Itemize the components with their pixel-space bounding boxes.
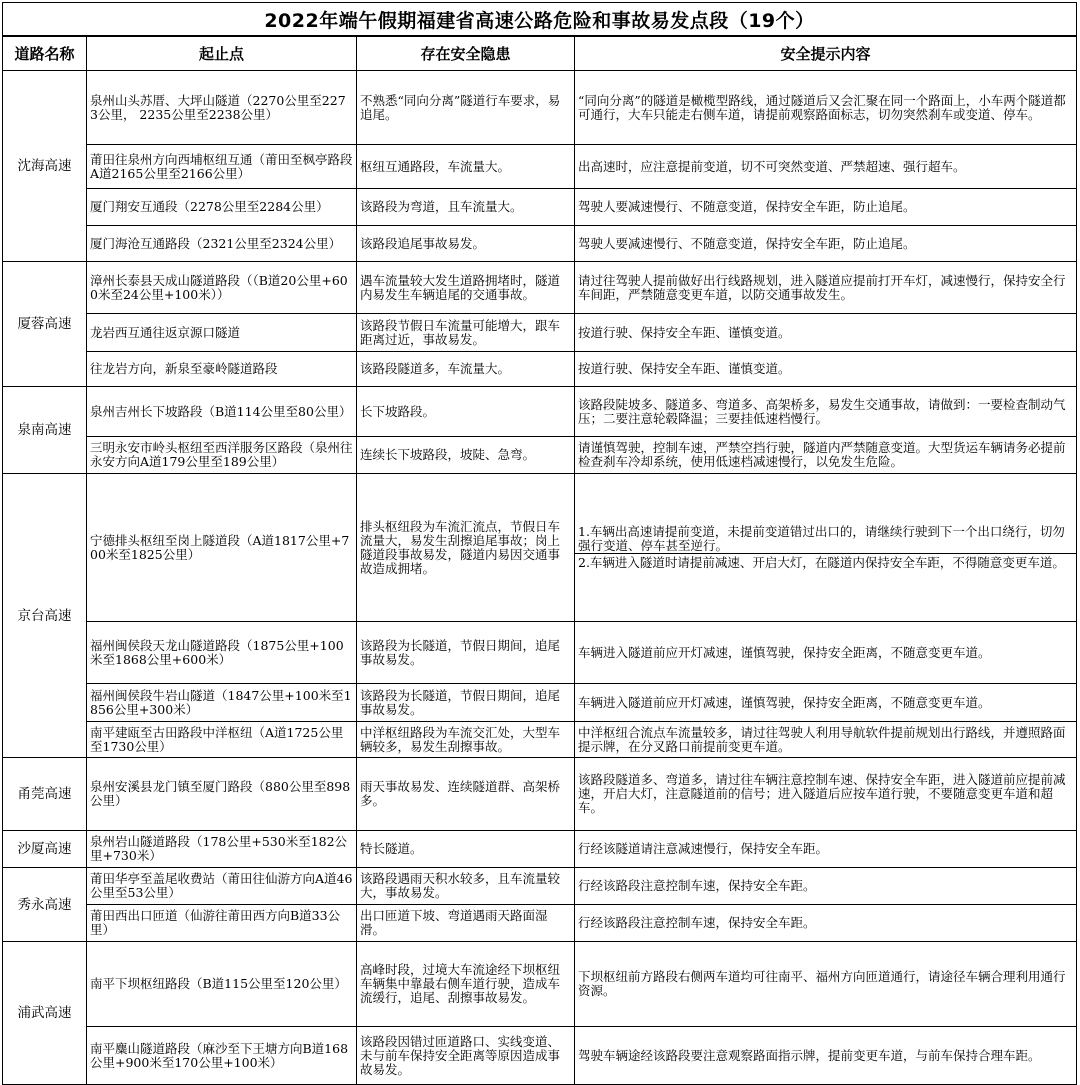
tip-cell <box>575 226 1077 262</box>
hazard-cell <box>357 314 575 352</box>
segment-cell <box>87 831 357 868</box>
tip-text: 请谨慎驾驶，控制车速，严禁空挡行驶，隧道内严禁随意变道。大型货运车辆请务必提前检查刹车冷却系统，使用低速档减速慢行，以免发生危险。 <box>578 441 1066 469</box>
hazard-text: 长下坡路段。 <box>360 404 436 419</box>
table-row <box>3 1027 1077 1085</box>
tip-text: “同向分离”的隧道是橄榄型路线，通过隧道后又会汇聚在同一个路面上，小车两个隧道都可通行，大车只能走右侧车道，请提前观察路面标志，切勿突然刹车或变道、停车。 <box>578 93 1066 122</box>
tip-text: 出高速时，应注意提前变道，切不可突然变道、严禁超速、强行超车。 <box>578 159 966 174</box>
hazard-text: 该路段隧道多，车流量大。 <box>360 362 511 376</box>
segment-text: 莆田西出口匝道（仙游往莆田西方向B道33公里） <box>90 909 341 937</box>
table-row <box>3 905 1077 942</box>
tip-cell <box>575 145 1077 189</box>
header-row <box>3 37 1077 71</box>
segment-text: 龙岩西互通往返京源口隧道 <box>90 325 241 340</box>
tip-cell <box>575 905 1077 942</box>
segment-text: 三明永安市岭头枢纽至西洋服务区路段（泉州往永安方向A道179公里至189公里） <box>90 441 353 469</box>
segment-text: 莆田往泉州方向西埔枢纽互通（莆田至枫亭路段A道2165公里至2166公里） <box>90 152 353 181</box>
table-row <box>3 868 1077 905</box>
tip-cell <box>575 684 1077 722</box>
segment-cell <box>87 942 357 1027</box>
tip-cell <box>575 722 1077 758</box>
tip-text: 驾驶人要减速慢行、不随意变道，保持安全车距，防止追尾。 <box>578 200 916 214</box>
segment-cell <box>87 868 357 905</box>
hazard-text: 不熟悉“同向分离”隧道行车要求，易追尾。 <box>360 93 561 122</box>
hazard-text: 该路段追尾事故易发。 <box>360 236 486 251</box>
table-row <box>3 262 1077 314</box>
hazard-cell <box>357 1027 575 1085</box>
segment-text: 南平下坝枢纽路段（B道115公里至120公里） <box>90 977 347 991</box>
segment-cell <box>87 145 357 189</box>
hazard-text: 该路段遇雨天积水较多，且车流量较大，事故易发。 <box>360 872 561 900</box>
header-segment: 起止点 <box>87 37 357 71</box>
hazard-cell <box>357 942 575 1027</box>
hazard-cell <box>357 622 575 684</box>
table-row <box>3 831 1077 868</box>
hazard-cell <box>357 684 575 722</box>
hazard-cell <box>357 71 575 145</box>
tip-text: 行经该路段注意控制车速，保持安全车距。 <box>578 916 816 930</box>
table-row <box>3 145 1077 189</box>
segment-text: 厦门翔安互通段（2278公里至2284公里） <box>90 200 329 214</box>
segment-cell <box>87 1027 357 1085</box>
page-title: 2022年端午假期福建省高速公路危险和事故易发点段（19个） <box>2 2 1077 36</box>
segment-cell <box>87 262 357 314</box>
tip-cell <box>575 387 1077 437</box>
segment-cell <box>87 314 357 352</box>
table-row <box>3 758 1077 831</box>
header-road: 道路名称 <box>3 37 87 71</box>
table-row <box>3 226 1077 262</box>
road-name-cell: 秀永高速 <box>3 868 87 942</box>
hazard-cell <box>357 758 575 831</box>
segment-text: 泉州山头苏厝、大坪山隧道（2270公里至2273公里， 2235公里至2238公里） <box>90 93 346 122</box>
hazard-text: 排头枢纽段为车流汇流点，节假日车流量大，易发生刮擦追尾事故；岗上隧道段事故易发，隧道内易因交通事故造成拥堵。 <box>360 519 561 576</box>
segment-text: 福州闽侯段天龙山隧道路段（1875公里+100米至1868公里+600米） <box>90 638 344 667</box>
segment-cell <box>87 226 357 262</box>
tip-cell <box>575 474 1077 622</box>
hazard-cell <box>357 189 575 226</box>
table-row <box>3 722 1077 758</box>
tip-line: 1.车辆出高速请提前变道，未提前变道错过出口的，请继续行驶到下一个出口绕行，切勿强行变道、停车甚至逆行。 <box>578 524 1065 553</box>
table-row <box>3 942 1077 1027</box>
tip-line: 2.车辆进入隧道时请提前减速、开启大灯，在隧道内保持安全车距，不得随意变更车道。 <box>575 553 1076 570</box>
tip-cell <box>575 71 1077 145</box>
segment-cell <box>87 189 357 226</box>
hazard-text: 该路段因错过匝道路口、实线变道、未与前车保持安全距离等原因造成事故易发。 <box>360 1034 561 1077</box>
tip-cell <box>575 622 1077 684</box>
segment-cell <box>87 905 357 942</box>
tip-cell <box>575 262 1077 314</box>
tip-text: 按道行驶、保持安全车距、谨慎变道。 <box>578 362 791 376</box>
table-row <box>3 437 1077 474</box>
tip-cell <box>575 942 1077 1027</box>
hazard-table <box>2 36 1077 1085</box>
hazard-cell <box>357 387 575 437</box>
tip-text: 驾驶人要减速慢行、不随意变道，保持安全车距，防止追尾。 <box>578 236 916 251</box>
segment-cell <box>87 437 357 474</box>
hazard-text: 该路段为长隧道，节假日期间，追尾事故易发。 <box>360 638 561 667</box>
segment-text: 厦门海沧互通路段（2321公里至2324公里） <box>90 236 342 251</box>
road-name-cell: 京台高速 <box>3 474 87 758</box>
hazard-cell <box>357 905 575 942</box>
segment-text: 泉州吉州长下坡路段（B道114公里至80公里） <box>90 404 352 419</box>
hazard-cell <box>357 262 575 314</box>
segment-cell <box>87 387 357 437</box>
tip-text: 车辆进入隧道前应开灯减速，谨慎驾驶，保持安全距离，不随意变更车道。 <box>578 695 991 710</box>
hazard-cell <box>357 145 575 189</box>
segment-text: 南平建瓯至古田路段中洋枢纽（A道1725公里至1730公里） <box>90 725 344 754</box>
tip-text: 中洋枢纽合流点车流量较多，请过往驾驶人利用导航软件提前规划出行路线，并遵照路面提示牌，在分叉路口前提前变更车道。 <box>578 725 1066 754</box>
table-row <box>3 314 1077 352</box>
table-row <box>3 474 1077 622</box>
road-name-cell: 厦蓉高速 <box>3 262 87 387</box>
tip-cell <box>575 314 1077 352</box>
tip-cell <box>575 352 1077 387</box>
tip-text: 行经该隧道请注意减速慢行，保持安全车距。 <box>578 842 829 856</box>
hazard-text: 特长隧道。 <box>360 842 423 856</box>
road-name-cell: 沈海高速 <box>3 71 87 262</box>
table-body <box>3 71 1077 1085</box>
segment-text: 宁德排头枢纽至岗上隧道段（A道1817公里+700米至1825公里） <box>90 533 350 562</box>
segment-text: 福州闽侯段牛岩山隧道（1847公里+100米至1856公里+300米） <box>90 688 352 717</box>
hazard-cell <box>357 437 575 474</box>
hazard-text: 该路段节假日车流量可能增大，跟车距离过近，事故易发。 <box>360 318 561 347</box>
table-row <box>3 387 1077 437</box>
road-name-cell: 甬莞高速 <box>3 758 87 831</box>
tip-cell <box>575 831 1077 868</box>
tip-text: 该路段隧道多、弯道多，请过往车辆注意控制车速、保持安全车距，进入隧道前应提前减速，开启大灯，注意隧道前的信号；进入隧道后应按车道行驶，不要随意变更车道和超车。 <box>578 773 1066 815</box>
segment-text: 泉州安溪县龙门镇至厦门路段（880公里至898公里） <box>90 780 351 808</box>
tip-cell <box>575 758 1077 831</box>
segment-cell <box>87 71 357 145</box>
hazard-text: 高峰时段，过境大车流途经下坝枢纽车辆集中靠最右侧车道行驶，造成车流缓行，追尾、刮擦事故易发。 <box>360 963 561 1005</box>
hazard-text: 中洋枢纽路段为车流交汇处，大型车辆较多，易发生刮擦事故。 <box>360 725 561 754</box>
hazard-text: 雨天事故易发、连续隧道群、高架桥多。 <box>360 780 561 808</box>
hazard-text: 出口匝道下坡、弯道遇雨天路面湿滑。 <box>360 909 548 937</box>
tip-text: 按道行驶、保持安全车距、谨慎变道。 <box>578 325 791 340</box>
segment-cell <box>87 684 357 722</box>
hazard-cell <box>357 722 575 758</box>
tip-text: 该路段陡坡多、隧道多、弯道多、高架桥多，易发生交通事故，请做到：一要检查制动气压；二要注意轮毂降温；三要挂低速档慢行。 <box>578 397 1066 426</box>
tip-cell <box>575 437 1077 474</box>
hazard-cell <box>357 226 575 262</box>
hazard-cell <box>357 868 575 905</box>
segment-text: 莆田华亭至盖尾收费站（莆田往仙游方向A道46公里至53公里） <box>90 872 353 900</box>
tip-cell <box>575 868 1077 905</box>
hazard-cell <box>357 474 575 622</box>
segment-text: 漳州长泰县天成山隧道路段（（B道20公里+600米至24公里+100米）） <box>90 273 348 302</box>
tip-text: 驾驶车辆途经该路段要注意观察路面指示牌，提前变更车道，与前车保持合理车距。 <box>578 1048 1041 1063</box>
hazard-text: 连续长下坡路段，坡陡、急弯。 <box>360 448 536 462</box>
table-row <box>3 189 1077 226</box>
header-hazard: 存在安全隐患 <box>357 37 575 71</box>
table-row <box>3 684 1077 722</box>
tip-text: 行经该路段注意控制车速，保持安全车距。 <box>578 879 816 893</box>
hazard-text: 该路段为长隧道，节假日期间，追尾事故易发。 <box>360 688 561 717</box>
tip-cell <box>575 1027 1077 1085</box>
hazard-cell <box>357 352 575 387</box>
header-tip: 安全提示内容 <box>575 37 1077 71</box>
hazard-text: 该路段为弯道，且车流量大。 <box>360 200 523 214</box>
table-row <box>3 622 1077 684</box>
road-name-cell: 泉南高速 <box>3 387 87 474</box>
segment-text: 泉州岩山隧道路段（178公里+530米至182公里+730米） <box>90 835 348 863</box>
table-row <box>3 352 1077 387</box>
hazard-text: 遇车流量较大发生道路拥堵时，隧道内易发生车辆追尾的交通事故。 <box>360 273 561 302</box>
segment-cell <box>87 722 357 758</box>
segment-text: 往龙岩方向，新泉至豪岭隧道路段 <box>90 362 278 376</box>
hazard-text: 枢纽互通路段，车流量大。 <box>360 159 511 174</box>
segment-cell <box>87 622 357 684</box>
table-row <box>3 71 1077 145</box>
road-name-cell: 沙厦高速 <box>3 831 87 868</box>
tip-text: 下坝枢纽前方路段右侧两车道均可往南平、福州方向匝道通行，请途径车辆合理利用通行资源。 <box>578 970 1066 998</box>
segment-cell <box>87 474 357 622</box>
hazard-cell <box>357 831 575 868</box>
tip-text: 请过往驾驶人提前做好出行线路规划，进入隧道应提前打开车灯，减速慢行，保持安全行车间距，严禁随意变更车道，以防交通事故发生。 <box>578 273 1066 302</box>
segment-text: 南平麋山隧道路段（麻沙至下王塘方向B道168公里+900米至170公里+100米） <box>90 1041 349 1070</box>
tip-cell <box>575 189 1077 226</box>
segment-cell <box>87 758 357 831</box>
tip-text: 车辆进入隧道前应开灯减速，谨慎驾驶，保持安全距离，不随意变更车道。 <box>578 645 991 660</box>
segment-cell <box>87 352 357 387</box>
road-name-cell: 浦武高速 <box>3 942 87 1085</box>
